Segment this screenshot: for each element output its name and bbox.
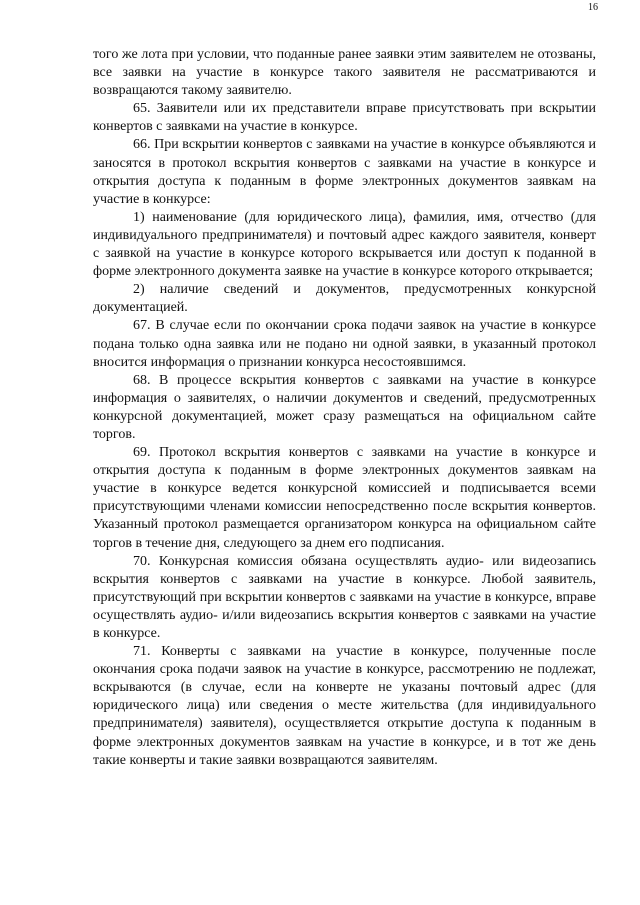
document-body [93,46,596,770]
paragraph-66: 66. При вскрытии конвертов с заявками на участие в конкурсе объявляются и заносятся в протокол вскрытия конвертов с заявками на участие в конкурсе и открытия доступа к поданным в форме электронных документов заявкам на участие в конкурсе: [93,137,596,207]
paragraph-continuation: того же лота при условии, что поданные ранее заявки этим заявителем не отозваны, все заявки на участие в конкурсе такого заявителя не рассматриваются и возвращаются такому заявителю. [93,47,596,99]
paragraph-70: 70. Конкурсная комиссия обязана осуществлять аудио- или видеозапись вскрытия конвертов с заявками на участие в конкурсе. Любой заявитель, присутствующий при вскрытии конвертов с заявками на участие в конкурсе, вправе осуществлять аудио- и/или видеозапись вскрытия конвертов с заявками на участие в конкурсе. [93,553,596,641]
paragraph-68: 68. В процессе вскрытия конвертов с заявками на участие в конкурсе информация о заявителях, о наличии документов и сведений, предусмотренных конкурсной документацией, может сразу размещаться на официальном сайте торгов. [93,372,596,442]
page-number: 16 [588,2,598,13]
paragraph-66-item-2: 2) наличие сведений и документов, предусмотренных конкурсной документацией. [93,282,596,316]
paragraph-71: 71. Конверты с заявками на участие в конкурсе, полученные после окончания срока подачи заявок на участие в конкурсе, рассмотрению не подлежат, вскрываются (в случае, если на конверте не указаны почтовый адрес (для юридического лица) или сведения о месте жительства (для индивидуального предпринимателя) заявителя), осуществляется открытие доступа к поданным в форме электронных документов заявкам на участие в конкурсе, и в тот же день такие конверты и такие заявки возвращаются заявителям. [93,644,596,768]
paragraph-65: 65. Заявители или их представители вправе присутствовать при вскрытии конвертов с заявками на участие в конкурсе. [93,101,596,135]
paragraph-69: 69. Протокол вскрытия конвертов с заявками на участие в конкурсе и открытия доступа к поданным в форме электронных документов заявкам на участие в конкурсе ведется конкурсной комиссией и подписывается всеми присутствующими членами комиссии непосредственно после вскрытия конвертов. Указанный протокол размещается организатором конкурса на официальном сайте торгов в течение дня, следующего за днем его подписания. [93,445,596,551]
paragraph-66-item-1: 1) наименование (для юридического лица), фамилия, имя, отчество (для индивидуального предпринимателя) и почтовый адрес каждого заявителя, конверт с заявкой на участие в конкурсе которого вскрывается или доступ к поданной в форме электронного документа заявке на участие в конкурсе которого открывается; [93,209,596,280]
paragraph-67: 67. В случае если по окончании срока подачи заявок на участие в конкурсе подана только одна заявка или не подано ни одной заявки, в указанный протокол вносится информация о признании конкурса несостоявшимся. [93,318,596,370]
